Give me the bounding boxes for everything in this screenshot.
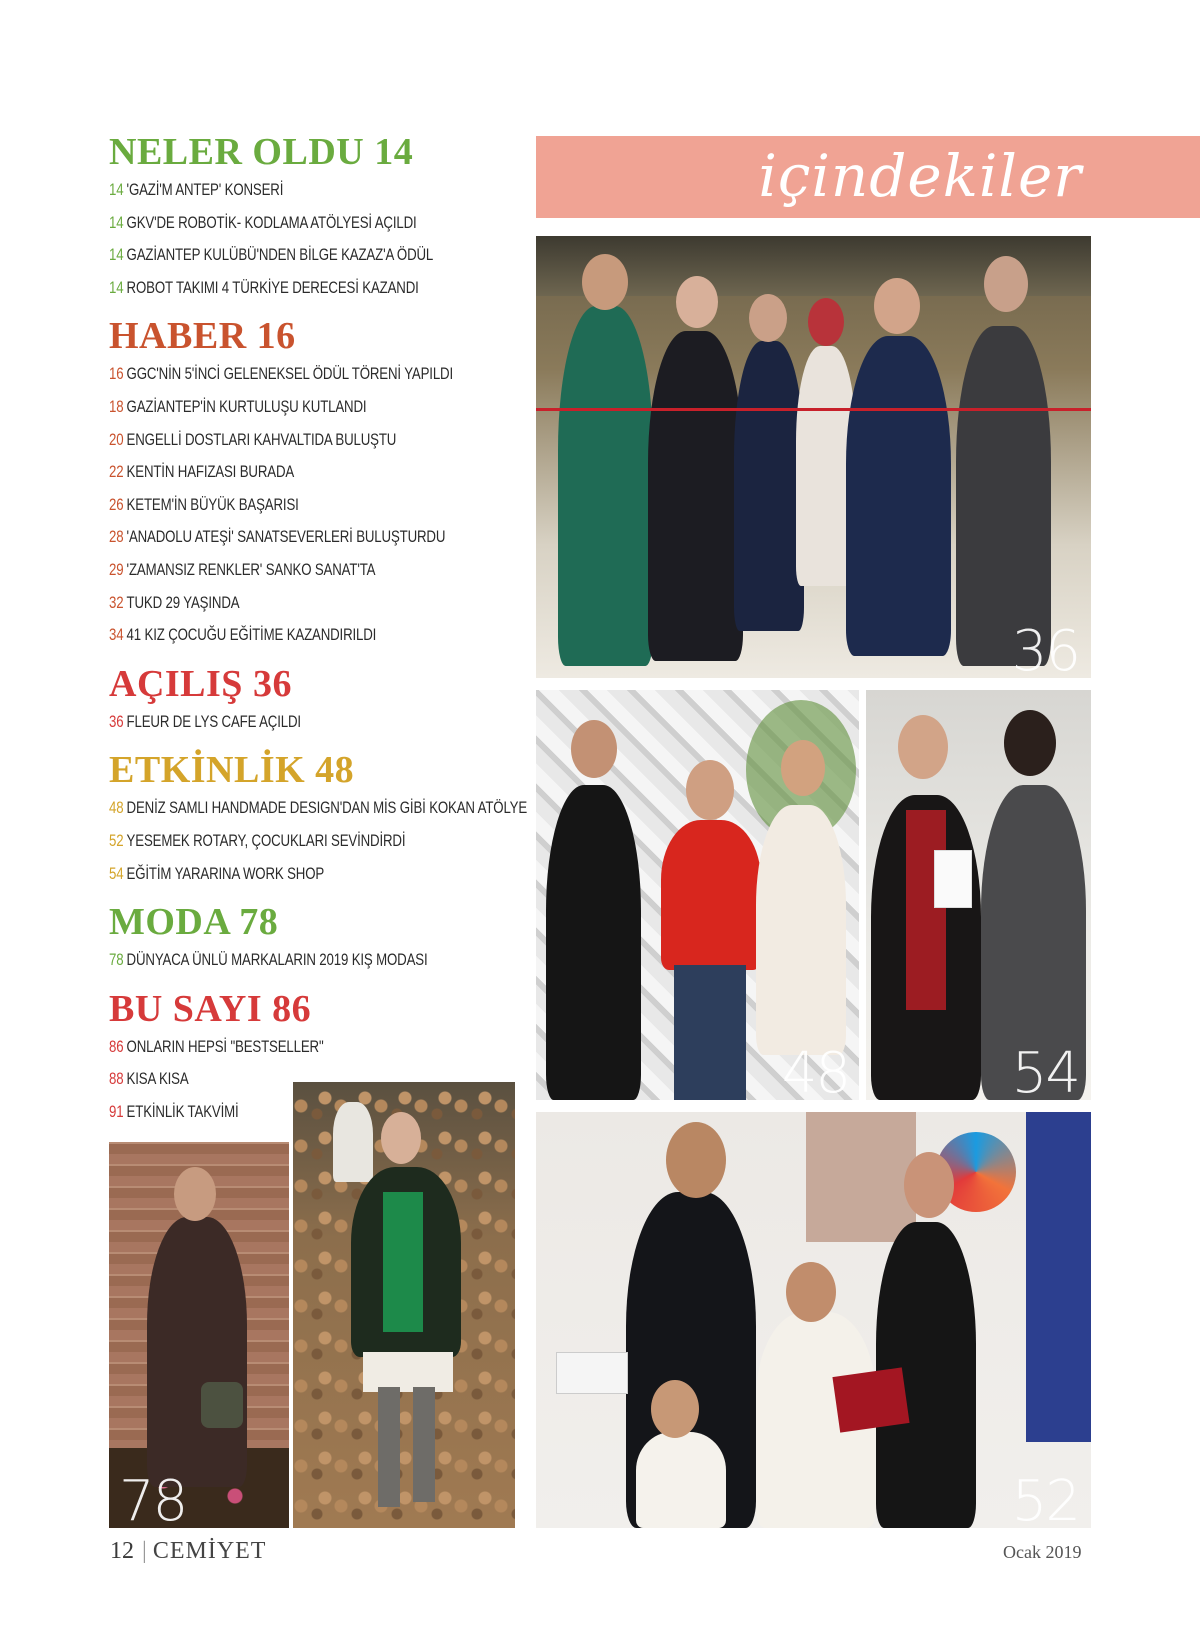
- toc-item-page: 26: [109, 494, 124, 514]
- toc-item-title: ENGELLİ DOSTLARI KAHVALTIDA BULUŞTU: [126, 429, 397, 449]
- toc-item-title: YESEMEK ROTARY, ÇOCUKLARI SEVİNDİRDİ: [126, 830, 406, 850]
- photo-workshop-event: [536, 690, 859, 1100]
- toc-item-page: 88: [109, 1069, 124, 1089]
- toc-section: [109, 900, 529, 977]
- magazine-name: CEMİYET: [152, 1538, 267, 1564]
- photo-charity-workshop: [866, 690, 1091, 1100]
- toc-item-title: FLEUR DE LYS CAFE AÇILDI: [126, 711, 301, 731]
- toc-item-title: GGC'NİN 5'İNCİ GELENEKSEL ÖDÜL TÖRENİ YAPILDI: [126, 364, 454, 384]
- toc-item[interactable]: [109, 456, 528, 489]
- photo-rotary-children: [536, 1112, 1091, 1528]
- toc-item-title: GKV'DE ROBOTİK- KODLAMA ATÖLYESİ AÇILDI: [126, 212, 417, 232]
- toc-item[interactable]: [109, 825, 528, 858]
- toc-item-page: 52: [109, 830, 124, 850]
- photo-fashion-runway: [293, 1082, 515, 1528]
- photo-fashion-coat: [109, 1142, 289, 1528]
- toc-section: [109, 748, 529, 890]
- toc-item-page: 86: [109, 1036, 124, 1056]
- toc-section: [109, 662, 529, 739]
- toc-item-title: KISA KISA: [126, 1069, 189, 1089]
- toc-item[interactable]: [109, 792, 528, 825]
- toc-section: [109, 130, 529, 304]
- toc-item-title: GAZİANTEP'İN KURTULUŞU KUTLANDI: [126, 396, 367, 416]
- toc-item[interactable]: [109, 174, 528, 207]
- toc-item[interactable]: [109, 554, 528, 587]
- toc-item[interactable]: [109, 1031, 528, 1064]
- toc-item-page: 91: [109, 1101, 124, 1121]
- section-title: AÇILIŞ 36: [109, 662, 292, 705]
- toc-item-page: 78: [109, 950, 124, 970]
- toc-section: [109, 314, 529, 651]
- toc-item-title: KENTİN HAFIZASI BURADA: [126, 462, 295, 482]
- toc-item[interactable]: [109, 207, 528, 240]
- table-of-contents: [109, 130, 529, 1138]
- toc-item[interactable]: [109, 424, 528, 457]
- toc-item[interactable]: [109, 358, 528, 391]
- section-title: BU SAYI 86: [109, 987, 312, 1030]
- toc-item-page: 29: [109, 559, 124, 579]
- toc-item-title: 41 KIZ ÇOCUĞU EĞİTİME KAZANDIRILDI: [126, 625, 377, 645]
- photo-opening-ceremony: [536, 236, 1091, 678]
- toc-item-page: 54: [109, 863, 124, 883]
- toc-item-title: 'ZAMANSIZ RENKLER' SANKO SANAT'TA: [126, 559, 376, 579]
- toc-item[interactable]: [109, 858, 528, 891]
- section-title: NELER OLDU 14: [109, 131, 414, 173]
- section-title: MODA 78: [109, 901, 279, 944]
- toc-item-title: EĞİTİM YARARINA WORK SHOP: [126, 863, 325, 883]
- toc-item-page: 48: [109, 798, 124, 818]
- toc-item-page: 14: [109, 245, 124, 265]
- toc-item[interactable]: [109, 391, 528, 424]
- toc-item-title: 'GAZİ'M ANTEP' KONSERİ: [126, 180, 284, 199]
- toc-item-page: 16: [109, 364, 124, 384]
- toc-item[interactable]: [109, 944, 528, 977]
- page-number-label: 54: [1011, 1041, 1079, 1100]
- toc-item[interactable]: [109, 706, 528, 739]
- toc-item[interactable]: [109, 619, 528, 652]
- page-number-label: 48: [781, 1041, 849, 1100]
- toc-item-page: 28: [109, 527, 124, 547]
- toc-item-page: 14: [109, 212, 124, 232]
- toc-item-page: 32: [109, 592, 124, 612]
- toc-item-page: 18: [109, 396, 124, 416]
- toc-item-page: 20: [109, 429, 124, 449]
- toc-item-page: 14: [109, 180, 124, 199]
- toc-item-title: GAZİANTEP KULÜBÜ'NDEN BİLGE KAZAZ'A ÖDÜL: [126, 245, 434, 265]
- toc-item-page: 14: [109, 277, 124, 297]
- toc-item-page: 22: [109, 462, 124, 482]
- toc-item-title: TUKD 29 YAŞINDA: [126, 592, 240, 612]
- toc-item-title: ONLARIN HEPSİ "BESTSELLER": [126, 1036, 324, 1056]
- section-title: HABER 16: [109, 315, 296, 358]
- toc-item[interactable]: [109, 489, 528, 522]
- toc-item[interactable]: [109, 239, 528, 272]
- contents-title: içindekiler: [758, 142, 1082, 210]
- page-footer-brand: 12 | CEMİYET: [110, 1538, 267, 1564]
- page-number-label: 36: [1011, 619, 1079, 678]
- toc-item-title: 'ANADOLU ATEŞİ' SANATSEVERLERİ BULUŞTURDU: [126, 527, 446, 547]
- toc-item-title: ROBOT TAKIMI 4 TÜRKİYE DERECESİ KAZANDI: [126, 277, 419, 297]
- toc-item-page: 36: [109, 711, 124, 731]
- page-number-label: 78: [119, 1469, 187, 1528]
- toc-item[interactable]: [109, 587, 528, 620]
- page-number-label: 52: [1011, 1469, 1079, 1528]
- toc-item-title: KETEM'İN BÜYÜK BAŞARISI: [126, 494, 299, 514]
- toc-item[interactable]: [109, 521, 528, 554]
- toc-item[interactable]: [109, 272, 528, 305]
- toc-item-title: DENİZ SAMLI HANDMADE DESIGN'DAN MİS GİBİ KOKAN ATÖLYE: [126, 798, 528, 818]
- issue-date: Ocak 2019: [1003, 1542, 1082, 1562]
- section-title: ETKİNLİK 48: [109, 749, 355, 792]
- page-number: 12: [110, 1538, 134, 1564]
- toc-item-title: ETKİNLİK TAKVİMİ: [126, 1101, 239, 1121]
- contents-banner: [536, 136, 1200, 218]
- toc-item-title: DÜNYACA ÜNLÜ MARKALARIN 2019 KIŞ MODASI: [126, 950, 428, 970]
- toc-item-page: 34: [109, 625, 124, 645]
